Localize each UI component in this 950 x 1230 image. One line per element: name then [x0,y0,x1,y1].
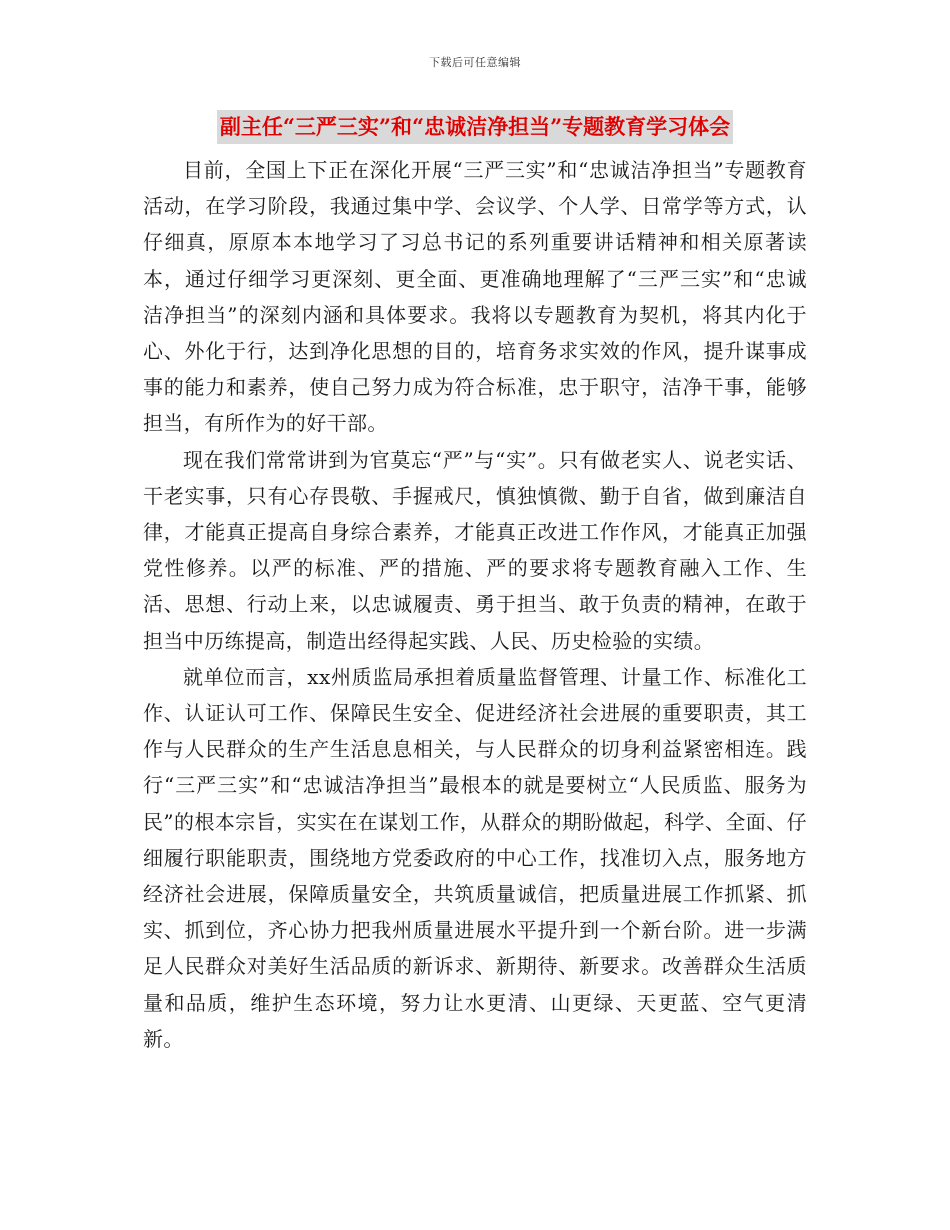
paragraph-2: 现在我们常常讲到为官莫忘“严”与“实”。只有做老实人、说老实话、干老实事，只有心存畏敬、手握戒尺，慎独慎微、勤于自省，做到廉洁自律，才能真正提高自身综合素养，才能真正改进工作作风，才能真正加强党性修养。以严的标准、严的措施、严的要求将专题教育融入工作、生活、思想、行动上来，以忠诚履责、勇于担当、敢于负责的精神，在敢于担当中历练提高，制造出经得起实践、人民、历史检验的实绩。 [143,447,807,653]
paragraph-3: 就单位而言，xx州质监局承担着质量监督管理、计量工作、标准化工作、认证认可工作、保障民生安全、促进经济社会进展的重要职责，其工作与人民群众的生产生活息息相关，与人民群众的切身利益紧密相连。践行“三严三实”和“忠诚洁净担当”最根本的就是要树立“人民质监、服务为民”的根本宗旨，实实在在谋划工作，从群众的期盼做起，科学、全面、仔细履行职能职责，围绕地方党委政府的中心工作，找准切入点，服务地方经济社会进展，保障质量安全，共筑质量诚信，把质量进展工作抓紧、抓实、抓到位，齐心协力把我州质量进展水平提升到一个新台阶。进一步满足人民群众对美好生活品质的新诉求、新期待、新要求。改善群众生活质量和品质，维护生态环境，努力让水更清、山更绿、天更蓝、空气更清新。 [143,664,807,1051]
paragraph-1: 目前，全国上下正在深化开展“三严三实”和“忠诚洁净担当”专题教育活动，在学习阶段，我通过集中学、会议学、个人学、日常学等方式，认仔细真，原原本本地学习了习总书记的系列重要讲话精神和相关原著读本，通过仔细学习更深刻、更全面、更准确地理解了“三严三实”和“忠诚洁净担当”的深刻内涵和具体要求。我将以专题教育为契机，将其内化于心、外化于行，达到净化思想的目的，培育务求实效的作风，提升谋事成事的能力和素养，使自己努力成为符合标准，忠于职守，洁净干事，能够担当，有所作为的好干部。 [143,158,807,436]
document-title: 副主任“三严三实”和“忠诚洁净担当”专题教育学习体会 [217,110,733,144]
title-container [0,110,950,144]
header-note: 下载后可任意编辑 [429,56,521,69]
document-body [143,152,807,1057]
